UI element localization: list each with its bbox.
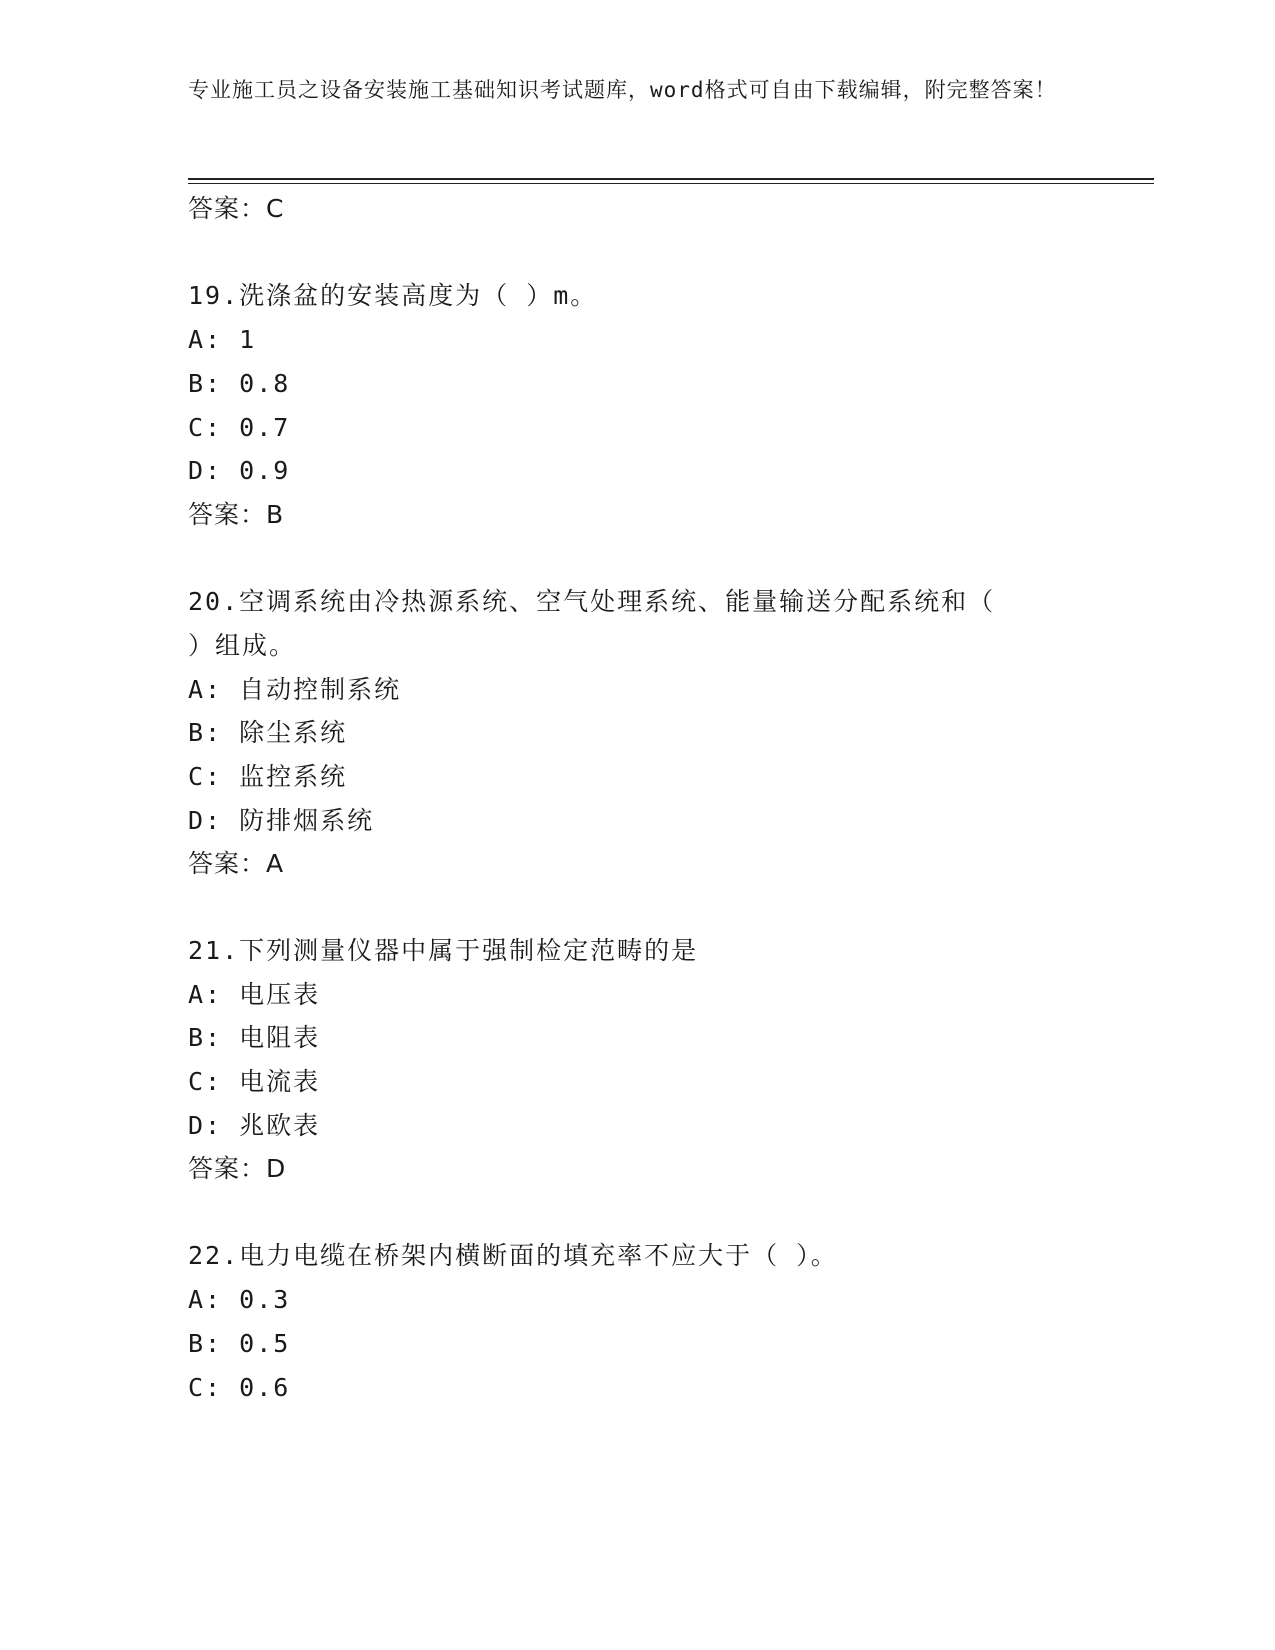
question-22-option-a: A: 0.3: [188, 1285, 291, 1314]
answer-q20: 答案：A: [188, 849, 285, 878]
question-22-option-b: B: 0.5: [188, 1329, 291, 1358]
question-22-stem: 22.电力电缆在桥架内横断面的填充率不应大于（ ）。: [188, 1241, 838, 1270]
question-22-option-c: C: 0.6: [188, 1373, 291, 1402]
question-20-stem-line1: 20.空调系统由冷热源系统、空气处理系统、能量输送分配系统和（: [188, 587, 996, 616]
question-19-option-a: A: 1: [188, 325, 257, 354]
question-19-option-d: D: 0.9: [188, 456, 291, 485]
question-20-option-c: C: 监控系统: [188, 762, 348, 791]
question-20-option-b: B: 除尘系统: [188, 718, 348, 747]
answer-q21: 答案：D: [188, 1154, 287, 1183]
header-divider-thick: [188, 178, 1154, 180]
header-divider-thin: [188, 183, 1154, 184]
question-21-option-b: B: 电阻表: [188, 1023, 321, 1052]
question-21-option-d: D: 兆欧表: [188, 1111, 321, 1140]
answer-q18: 答案：C: [188, 194, 285, 223]
question-19-stem: 19.洗涤盆的安装高度为（ ）m。: [188, 281, 598, 310]
answer-q19: 答案：B: [188, 500, 285, 529]
question-20-option-d: D: 防排烟系统: [188, 806, 375, 835]
document-header: 专业施工员之设备安装施工基础知识考试题库，word格式可自由下载编辑，附完整答案！: [188, 78, 1057, 102]
question-20-stem-line2: ）组成。: [188, 631, 297, 660]
question-19-option-c: C: 0.7: [188, 413, 291, 442]
question-21-option-c: C: 电流表: [188, 1067, 321, 1096]
question-19-option-b: B: 0.8: [188, 369, 291, 398]
question-21-option-a: A: 电压表: [188, 980, 321, 1009]
question-20-option-a: A: 自动控制系统: [188, 675, 402, 704]
question-21-stem: 21.下列测量仪器中属于强制检定范畴的是: [188, 936, 699, 965]
